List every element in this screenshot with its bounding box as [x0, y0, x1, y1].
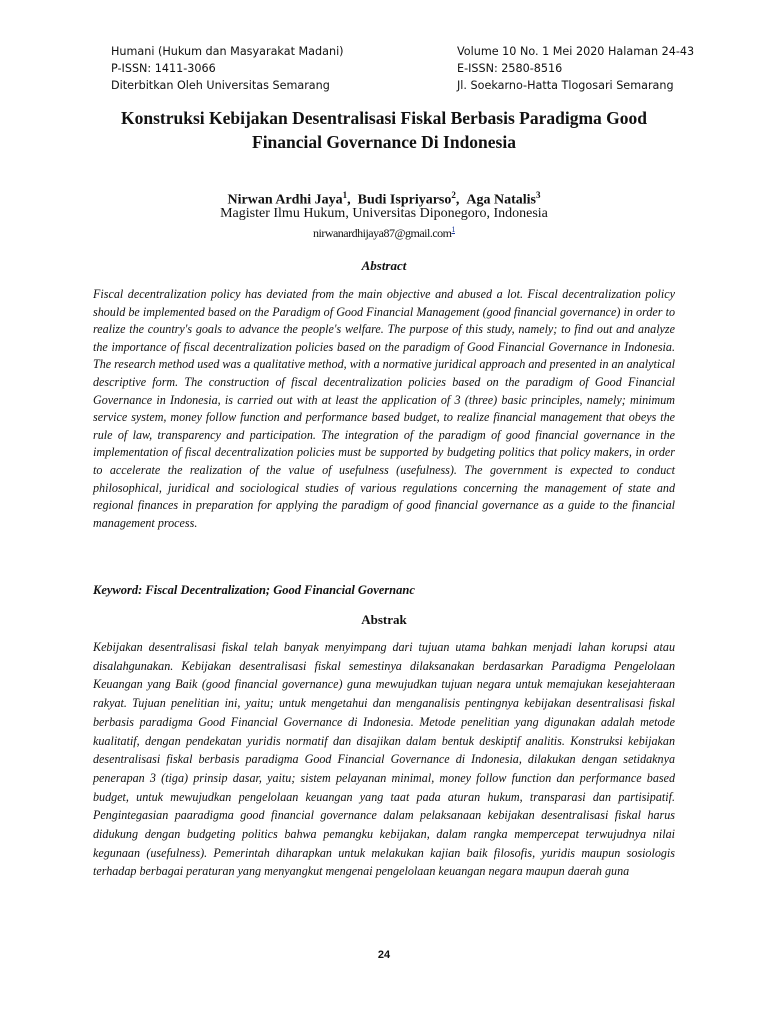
author-email: nirwanardhijaya87@gmail.com	[312, 226, 452, 240]
author-name: Budi Ispriyarso	[357, 192, 452, 208]
page-number: 24	[377, 949, 391, 961]
author-affiliation: Magister Ilmu Hukum, Universitas Diponegoro, Indonesia	[220, 206, 548, 221]
e-issn: E-ISSN: 2580-8516	[457, 62, 563, 75]
p-issn: P-ISSN: 1411-3066	[111, 62, 216, 75]
abstract-body: Fiscal decentralization policy has deviated from the main objective and abused a lot. Fiscal decentralization policy should be implemented based on the Paradigm of Good Financial Management (good financial governance) in order to realize the country's goals to advance the people's welfare. The purpose of this study, namely; to find out and analyze the importance of fiscal decentralization policies based on the paradigm of Good Financial Governance in Indonesia. The research method used was a qualitative method, with a normative juridical approach and presented in an analytical descriptive form. The construction of fiscal decentralization policies based on the paradigm of Good Financial Governance in Indonesia, is carried out with at least the application of 3 (three) basic principles, namely; minimum service system, money follow function and performance based budget, to realize financial management that obeys the rule of law, transparency and participation. The integration of the paradigm of good financial governance in the implementation of fiscal decentralization policies must be supported by budgeting politics that policy makers, in order to accelerate the realization of the value of usefulness (usefulness). The government is expected to conduct philosophical, juridical and sociological studies of various regulations concerning the management of state and regional finances in preparation for applying the paradigm of good financial governance as a guide to the financial management process.	[93, 287, 675, 530]
author-name: Nirwan Ardhi Jaya	[227, 192, 343, 208]
author-name: Aga Natalis	[466, 192, 536, 208]
journal-header	[111, 43, 701, 94]
paper-title: Konstruksi Kebijakan Desentralisasi Fiskal Berbasis Paradigma Good Financial Governance Di Indonesia	[120, 108, 648, 152]
author-separator: ,	[347, 192, 358, 208]
header-row-2	[111, 60, 701, 77]
publisher: Diterbitkan Oleh Universitas Semarang	[111, 79, 330, 92]
header-row-1	[111, 43, 701, 60]
abstrak-heading: Abstrak	[361, 612, 407, 627]
publisher-address: Jl. Soekarno-Hatta Tlogosari Semarang	[457, 79, 674, 92]
author-email-line	[90, 222, 678, 241]
author-affiliation-mark: 2	[451, 190, 456, 200]
author-affiliation-mark: 1	[342, 190, 348, 200]
journal-name: Humani (Hukum dan Masyarakat Madani)	[111, 45, 344, 58]
abstract-heading: Abstract	[361, 258, 407, 273]
footnote-link[interactable]: 1	[451, 225, 455, 234]
journal-volume: Volume 10 No. 1 Mei 2020 Halaman 24-43	[457, 45, 695, 58]
author-affiliation-mark: 3	[536, 190, 541, 200]
header-row-3	[111, 77, 701, 94]
author-separator: ,	[455, 192, 467, 208]
abstrak-body: Kebijakan desentralisasi fiskal telah banyak menyimpang dari tujuan utama bahkan menjadi lahan korupsi atau disalahgunakan. Kebijakan desentralisasi fiskal semestinya dilaksanakan berdasarkan Paradigma Pengelolaan Keuangan yang Baik (good financial governance) guna mewujudkan tujuan negara untuk memajukan kesejahteraan rakyat. Tujuan penelitian ini, yaitu; untuk mengetahui dan menganalisis pentingnya kebijakan desentralisasi fiskal berbasis paradigma Good Financial Governance di Indonesia. Metode penelitian yang digunakan adalah metode kualitatif, dengan pendekatan yuridis normatif dan disajikan dalam bentuk deskiptif analitis. Konstruksi kebijakan desentralisasi fiskal berbasis paradigma Good Financial Governance di Indonesia, dilakukan dengan setidaknya penerapan 3 (tiga) prinsip dasar, yaitu; sistem pelayanan minimal, money follow function dan performance based budget, untuk mewujudkan pengelolaan keuangan yang taat pada aturan hukum, transparasi dan partisipatif. Pengintegasian paaradigma good financial governance dalam pelaksanaan kebijakan desentralisasi fiskal harus didukung dengan budgeting politics bahwa pemangku kebijakan, dalam rangka mempercepat terwujudnya nilai kegunaan (usefulness). Pemerintah diharapkan untuk melakukan kajian baik filosofis, yuridis maupun sosiologis terhadap berbagai peraturan yang menyangkut mengenai pengelolaan keuangan negara maupun daerah guna	[93, 640, 675, 879]
keywords: Keyword: Fiscal Decentralization; Good Financial Governanc	[93, 583, 415, 597]
